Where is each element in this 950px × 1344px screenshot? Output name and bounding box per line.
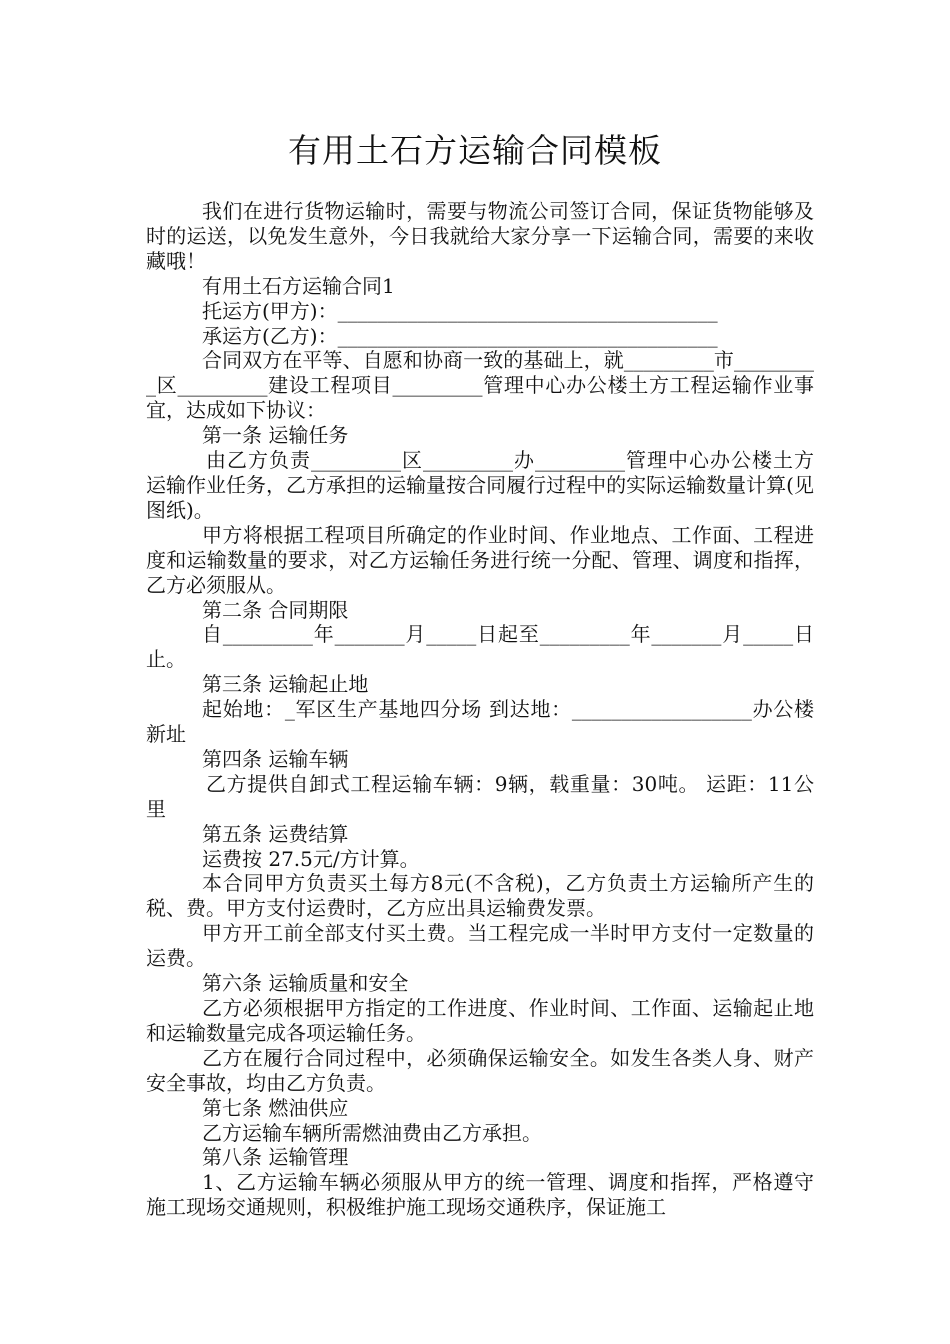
article-heading: 第六条 运输质量和安全 <box>202 971 409 996</box>
article-heading: 第二条 合同期限 <box>202 597 349 622</box>
clause-paragraph: 乙方运输车辆所需燃油费由乙方承担。 <box>202 1120 542 1145</box>
article-heading: 第一条 运输任务 <box>202 423 349 448</box>
contract-heading: 有用土石方运输合同1 <box>202 273 395 298</box>
clause-paragraph: 起始地：_军区生产基地四分场 到达地：__________________办公楼新址 <box>146 697 814 747</box>
clause-paragraph: 运费按 27.5元/方计算。 <box>202 846 420 871</box>
clause-paragraph: 1、乙方运输车辆必须服从甲方的统一管理、调度和指挥，严格遵守施工现场交通规则，积极维护施工现场交通秩序，保证施工 <box>146 1170 814 1220</box>
clause-paragraph: 由乙方负责_________区_________办_________管理中心办公楼土方运输作业任务，乙方承担的运输量按合同履行过程中的实际运输数量计算(见图纸)。 <box>146 448 814 522</box>
article-heading: 第四条 运输车辆 <box>202 746 349 771</box>
clause-paragraph: 甲方将根据工程项目所确定的作业时间、作业地点、工作面、工程进度和运输数量的要求，对乙方运输任务进行统一分配、管理、调度和指挥，乙方必须服从。 <box>146 522 814 597</box>
clause-paragraph: 甲方开工前全部支付买土费。当工程完成一半时甲方支付一定数量的运费。 <box>146 921 814 971</box>
clause-paragraph: 本合同甲方负责买土每方8元(不含税)，乙方负责土方运输所产生的税、费。甲方支付运费时，乙方应出具运输费发票。 <box>146 871 814 921</box>
agreement-paragraph: 合同双方在平等、自愿和协商一致的基础上，就_________市_________区_________建设工程项目_________管理中心办公楼土方工程运输作业事宜，达成如下协议： <box>146 348 814 423</box>
article-heading: 第八条 运输管理 <box>202 1145 349 1170</box>
document-body <box>146 199 814 1220</box>
clause-paragraph: 乙方提供自卸式工程运输车辆：9辆，载重量：30吨。 运距：11公里 <box>146 771 814 821</box>
carrier-line: 承运方(乙方)：______________________________________ <box>202 323 718 348</box>
article-heading: 第七条 燃油供应 <box>202 1095 349 1120</box>
clause-paragraph: 乙方必须根据甲方指定的工作进度、作业时间、工作面、运输起止地和运输数量完成各项运输任务。 <box>146 996 814 1045</box>
document-title: 有用土石方运输合同模板 <box>288 131 662 170</box>
article-heading: 第五条 运费结算 <box>202 821 349 846</box>
article-heading: 第三条 运输起止地 <box>202 672 369 697</box>
clause-paragraph: 自_________年_______月_____日起至_________年_______月_____日止。 <box>146 622 814 672</box>
shipper-line: 托运方(甲方)：______________________________________ <box>202 298 718 323</box>
intro-paragraph: 我们在进行货物运输时，需要与物流公司签订合同，保证货物能够及时的运送，以免发生意外，今日我就给大家分享一下运输合同，需要的来收藏哦！ <box>146 199 814 273</box>
clause-paragraph: 乙方在履行合同过程中，必须确保运输安全。如发生各类人身、财产安全事故，均由乙方负责。 <box>146 1045 814 1095</box>
